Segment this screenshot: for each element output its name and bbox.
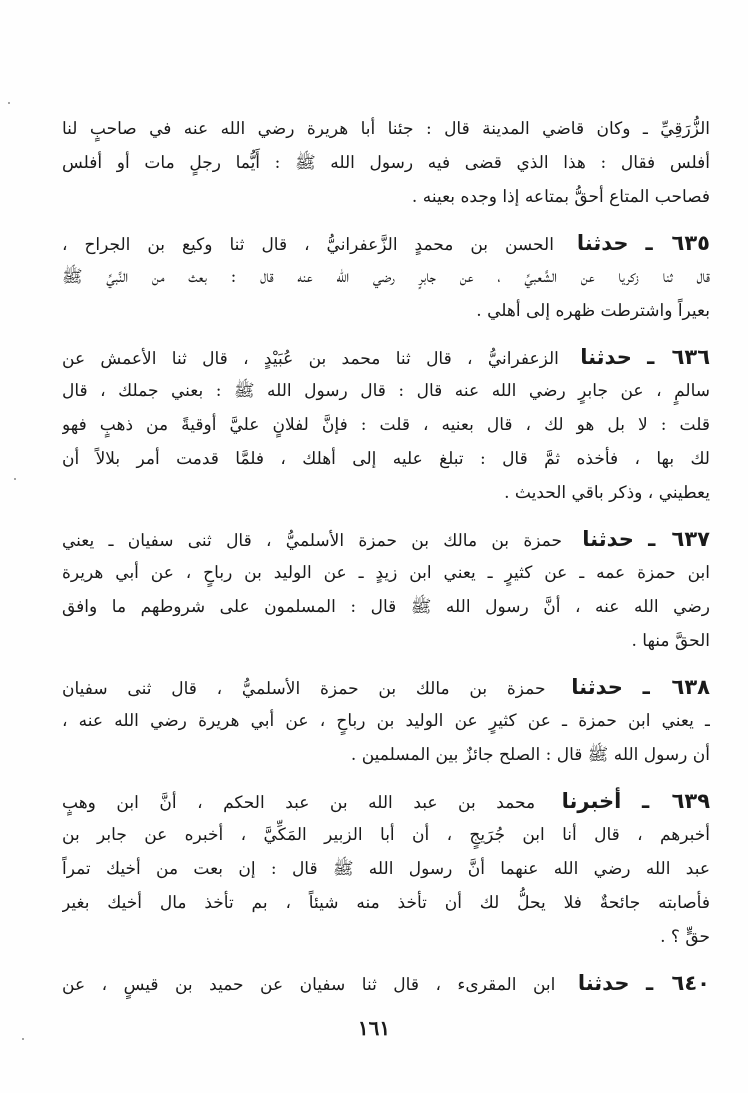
text-line [62, 226, 710, 260]
text-line: لك بها ، فأخذه ثمَّ قال : تبلغ عليه إلى أهلك ، فلمَّا قدمت أمر بلالاً أن [62, 449, 710, 469]
text-line: سالمٍ ، عن جابرٍ رضي الله عنه قال : قال رسول الله ﷺ : بعني جملك ، قال [62, 381, 710, 401]
hadith-number: ٦٤٠ ـ [645, 971, 710, 995]
line-text: حمزة بن مالك بن حمزة الأسلميُّ ، قال ثنى سفيان [62, 679, 546, 699]
scan-speck [22, 1038, 24, 1040]
hadith-paragraph [62, 340, 710, 510]
hadith-paragraph [62, 522, 710, 658]
text-line: الزُّرَقِيِّ ـ وكان قاضي المدينة قال : جئنا أبا هريرة رضي الله عنه في صاحبٍ لنا [62, 119, 710, 139]
hadith-number: ٦٣٥ ـ [645, 231, 710, 255]
text-line: عبد الله رضي الله عنهما أنَّ رسول الله ﷺ قال : إن بعت من أخيك تمراً [62, 859, 710, 879]
line-text: ابن المقرىء ، قال ثنا سفيان عن حميد بن قيسٍ ، عن [62, 975, 556, 995]
scan-speck [8, 102, 10, 104]
line-text: حمزة بن مالك بن حمزة الأسلميُّ ، قال ثنى سفيان ـ يعني [62, 531, 562, 551]
text-line: رضي الله عنه ، أنَّ رسول الله ﷺ قال : المسلمون على شروطهم ما وافق [62, 597, 710, 617]
narration-keyword: حدثنا [582, 527, 634, 551]
narration-keyword: أخبرنا [561, 789, 622, 813]
hadith-number: ٦٣٦ ـ [647, 345, 710, 369]
line-text: الحسن بن محمدٍ الزَّعفرانيُّ ، قال ثنا وكيع بن الجراح ، [62, 235, 554, 255]
text-line: فصاحب المتاع أحقُّ بمتاعه إذا وجده بعينه . [411, 187, 710, 207]
text-line: فأصابته جائحةٌ فلا يحلُّ لك أن تأخذ منه شيئاً ، بم تأخذ مال أخيك بغير [62, 893, 710, 913]
text-line [62, 966, 710, 1000]
hadith-number: ٦٣٧ ـ [648, 527, 710, 551]
text-line: قال ثنا زكريا عن الشَّعبيِّ ، عن جابرٍ رضي الله عنه قال : بعث من النَّبيِّ ﷺ [62, 267, 710, 287]
hadith-paragraph [62, 670, 710, 772]
line-text: الزعفرانيُّ ، قال ثنا محمد بن عُبَيْدٍ ، قال ثنا الأعمش عن [62, 349, 559, 369]
narration-keyword: حدثنا [576, 231, 629, 255]
hadith-number: ٦٣٩ ـ [641, 789, 710, 813]
text-line [62, 340, 710, 374]
page-number: ١٦١ [357, 1016, 391, 1040]
line-text: محمد بن عبد الله بن عبد الحكم ، أنَّ ابن وهبٍ [62, 793, 536, 813]
text-line [62, 670, 710, 704]
scan-speck [14, 478, 16, 480]
text-line: بعيراً واشترطت ظهره إلى أهلي . [476, 301, 710, 321]
text-line: أن رسول الله ﷺ قال : الصلح جائزٌ بين المسلمين . [350, 745, 710, 765]
narration-keyword: حدثنا [580, 345, 632, 369]
hadith-paragraph [62, 784, 710, 954]
continuation-paragraph [62, 112, 710, 214]
text-line: يعطيني ، وذكر باقي الحديث . [504, 483, 710, 503]
text-line [62, 522, 710, 556]
text-line: قلت : لا بل هو لك ، قال بعنيه ، قلت : فإنَّ لفلانٍ عليَّ أوقيةً من ذهبٍ فهو [62, 415, 710, 435]
narration-keyword: حدثنا [577, 971, 630, 995]
text-line: الحقَّ منها . [631, 631, 710, 651]
text-line: أخبرهم ، قال أنا ابن جُرَيجٍ ، أن أبا الزبير المَكِّيَّ ، أخبره عن جابر بن [62, 825, 710, 845]
narration-keyword: حدثنا [571, 675, 623, 699]
hadith-text-body [62, 112, 710, 1000]
hadith-paragraph [62, 226, 710, 328]
text-line [62, 784, 710, 818]
text-line: ابن حمزة عمه ـ عن كثيرٍ ـ يعني ابن زيدٍ ـ عن الوليد بن رباحٍ ، عن أبي هريرة [62, 563, 710, 583]
hadith-number: ٦٣٨ ـ [642, 675, 710, 699]
hadith-paragraph [62, 966, 710, 1000]
text-line: أفلس فقال : هذا الذي قضى فيه رسول الله ﷺ : أَيُّما رجلٍ مات أو أفلس [62, 153, 710, 173]
text-line: حقٍّ ؟ . [660, 927, 710, 947]
text-line: ـ يعني ابن حمزة ـ عن كثيرٍ عن الوليد بن رباحٍ ، عن أبي هريرة رضي الله عنه ، [62, 711, 710, 731]
